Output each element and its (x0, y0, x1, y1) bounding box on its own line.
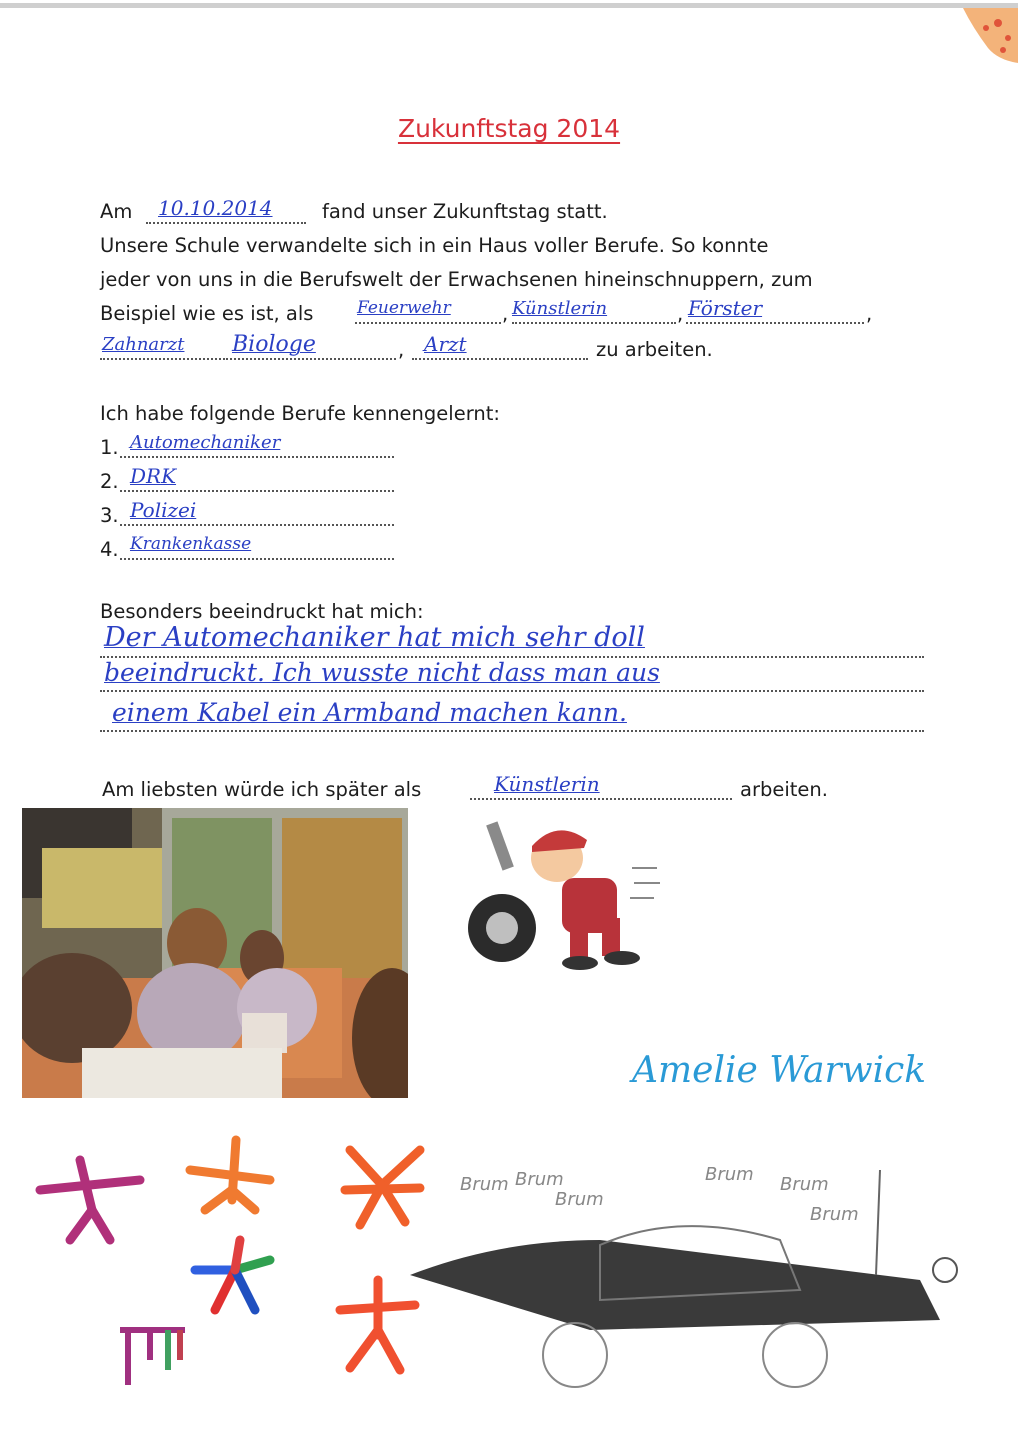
page-title: Zukunftstag 2014 (397, 114, 621, 143)
intro-line4: Beispiel wie es ist, als (100, 302, 314, 325)
drawing-word-1: Brum (460, 1174, 509, 1195)
example-3: Förster (688, 296, 763, 320)
corner-sticker (948, 8, 1018, 68)
example-2: Künstlerin (512, 298, 608, 319)
date-field: 10.10.2014 (158, 196, 273, 220)
drawing-word-5: Brum (780, 1174, 829, 1195)
known-num-2: 2. (100, 470, 119, 493)
known-num-4: 4. (100, 538, 119, 561)
drawing-word-4: Brum (705, 1164, 754, 1185)
known-item-3: Polizei (130, 498, 197, 522)
drawing-word-6: Brum (810, 1204, 859, 1225)
known-item-2: DRK (130, 464, 177, 488)
intro-line3: jeder von uns in die Berufswelt der Erwachsenen hineinschnuppern, zum (100, 268, 813, 291)
known-num-1: 1. (100, 436, 119, 459)
mechanic-illustration (462, 808, 662, 973)
favorite-start: Am liebsten würde ich später als (102, 778, 422, 801)
intro-line2: Unsere Schule verwandelte sich in ein Haus voller Berufe. So konnte (100, 234, 769, 257)
impressed-heading: Besonders beeindruckt hat mich: (100, 600, 424, 623)
scan-top-edge (0, 3, 1018, 8)
child-drawing (0, 1130, 1018, 1440)
known-num-3: 3. (100, 504, 119, 527)
known-item-4: Krankenkasse (130, 534, 252, 554)
drawing-word-2: Brum (515, 1169, 564, 1190)
known-heading: Ich habe folgende Berufe kennengelernt: (100, 402, 500, 425)
intro-line5-end: zu arbeiten. (596, 338, 713, 361)
impressed-line-2: beeindruckt. Ich wusste nicht dass man aus (104, 658, 660, 687)
impressed-line-1: Der Automechaniker hat mich sehr doll (104, 622, 645, 653)
impressed-line-3: einem Kabel ein Armband machen kann. (112, 698, 627, 727)
favorite-end: arbeiten. (740, 778, 828, 801)
example-1: Feuerwehr (357, 298, 451, 318)
known-item-1: Automechaniker (130, 432, 281, 453)
drawing-word-3: Brum (555, 1189, 604, 1210)
example-4: Zahnarzt (102, 334, 185, 355)
example-5: Biologe (232, 332, 316, 357)
intro-am: Am (100, 200, 133, 223)
example-6: Arzt (424, 332, 467, 356)
intro-line1: fand unser Zukunftstag statt. (322, 200, 608, 223)
classroom-photo (22, 808, 408, 1098)
signature: Amelie Warwick (632, 1050, 927, 1091)
favorite-value: Künstlerin (494, 772, 600, 796)
